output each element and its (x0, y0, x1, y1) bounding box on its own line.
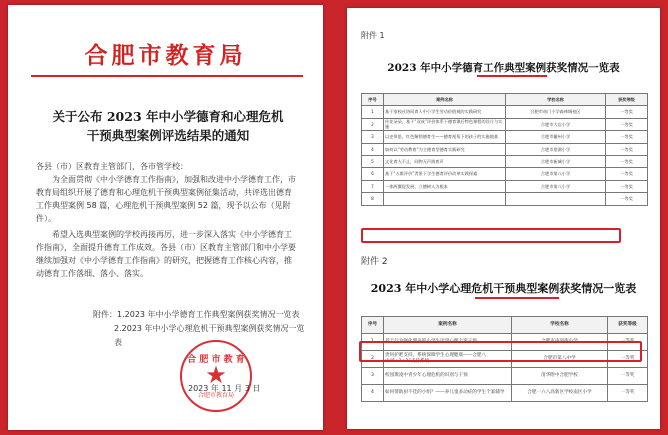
table-cell: 4 (362, 143, 384, 155)
annex1-label: 附件 1 (361, 31, 385, 40)
annex2-label: 附件 2 (361, 257, 388, 267)
table-cell: 文化育人不止，同物无声润育声 (384, 155, 506, 167)
annex-page (347, 8, 660, 429)
annex1-table (361, 93, 648, 206)
notice-body (36, 160, 298, 280)
table-cell: 合肥市南园街小学 (512, 334, 608, 351)
table-cell: 合肥一六八高新区学校南区小学 (512, 385, 608, 402)
notice-title-line1: 关于公布 2023 年中小学德育和心理危机 (52, 109, 284, 124)
table-row (362, 168, 648, 180)
attachment-2: 2.2023 年中小学心理危机干预典型案例获奖情况一览表 (114, 324, 305, 347)
table-cell: 合肥市南门小学森林城校区 (506, 106, 606, 118)
seal-text: 合 肥 市 教 育 (187, 355, 245, 365)
column-header: 获奖等级 (608, 317, 648, 334)
table-cell: 8 (362, 193, 384, 205)
table-cell: 合肥市第八小学 (506, 168, 606, 180)
table-cell: 如何以“劳动教育”为主德育型德育实践研究 (384, 143, 506, 155)
table-cell: 2 (362, 118, 384, 130)
table-cell: 基于“五维评价”背景下学生德育评价改革实践探索 (384, 168, 506, 180)
table-row (362, 106, 648, 118)
table-cell: 一等奖 (606, 118, 648, 130)
table-row (362, 368, 648, 385)
table-cell: 一体两翼促发展，立德树人为根本 (384, 180, 506, 192)
table-header-row (362, 94, 648, 106)
column-header: 序号 (362, 94, 384, 106)
table-cell: 合肥市徽州小学 (506, 131, 606, 143)
table-cell: 2 (362, 351, 384, 368)
attachment-1: 1.2023 年中小学德育工作典型案例获奖情况一览表 (117, 310, 300, 319)
table-cell: 基于家校社协同育人中小学生劳动价值观的实践研究 (384, 106, 506, 118)
table-cell: 一等奖 (606, 106, 648, 118)
annex2-heading-underline (475, 297, 559, 299)
table-row (362, 385, 648, 402)
attachments-intro: 附件： (93, 310, 117, 319)
table-cell: 5 (362, 155, 384, 167)
table-cell: 一等奖 (608, 368, 648, 385)
table-cell: 校园欺凌中青少年心理危机的识别与干预 (384, 368, 512, 385)
table-row (362, 118, 648, 130)
notice-page (8, 5, 323, 430)
table-row (362, 193, 648, 205)
table-cell: 一等奖 (606, 131, 648, 143)
annex2-heading: 2023 年中小学心理危机干预典型案例获奖情况一览表 (370, 282, 637, 295)
column-header: 学校名称 (506, 94, 606, 106)
table-cell: 合肥市新城小学 (506, 155, 606, 167)
table-cell: 以史带思，红色解锁德育生——德育视角下的孩子的实施地基 (384, 131, 506, 143)
table-cell: 6 (362, 168, 384, 180)
table-cell: 7 (362, 180, 384, 192)
annex1-heading-underline (477, 75, 547, 77)
table-cell: 如何帮助厨不佳的小组？——养儿童多动症的学生个案辅导 (384, 385, 512, 402)
table-cell: 4 (362, 385, 384, 402)
red-rule (31, 75, 303, 77)
table-cell: 一等奖 (608, 334, 648, 351)
highlight-box-annex1-row7 (361, 228, 621, 243)
table-cell (384, 193, 506, 205)
official-seal (180, 340, 252, 412)
table-cell: 1 (362, 106, 384, 118)
table-cell: 基于行为强化理论的小学生厌学心理个案干预 (384, 334, 512, 351)
column-header: 案例名称 (384, 94, 506, 106)
table-cell: 合肥市第八中学 (512, 351, 608, 368)
notice-title (33, 107, 303, 145)
table-cell: 传花朵朵，基于“双成”评价体系下德育课后特色课程的设计与实施 (384, 118, 506, 130)
body-paragraph-1: 为全面贯彻《中小学德育工作指南》，加强和改进中小学德育工作，市教育局组织开展了德育和心理危机干预典型案例征集活动，共评选出德育工作典型案例 58 篇，心理危机干预典型案例 52 篇，现予以公布（见附件）。 (36, 175, 296, 223)
bureau-title: 合肥市教育局 (84, 42, 247, 69)
table-cell: 清华附中合肥学校 (512, 368, 608, 385)
table-cell: 3 (362, 131, 384, 143)
table-row (362, 131, 648, 143)
table-cell: 一等奖 (606, 193, 648, 205)
table-row (362, 143, 648, 155)
table-cell: 一等奖 (608, 385, 648, 402)
column-header: 获奖等级 (606, 94, 648, 106)
table-cell: 3 (362, 368, 384, 385)
table-cell: 一等奖 (606, 180, 648, 192)
table-header-row (362, 317, 648, 334)
column-header: 学校名称 (512, 317, 608, 334)
table-cell (506, 193, 606, 205)
salutation: 各县（市）区教育主管部门，各市管学校： (36, 162, 188, 171)
seal-star-icon: ★ (205, 361, 227, 389)
body-paragraph-2: 希望入选典型案例的学校再接再厉，进一步深入落实《中小学德育工作指南》，全面提升德育工作成效。各县（市）区教育主管部门和中小学要继续加强对《中小学德育工作指南》的研究，把握德育工作核心内容，推动德育工作落细、落小、落实。 (36, 230, 296, 278)
issue-date: 2023 年 11 月 3 日 (188, 384, 261, 393)
highlight-box-annex2-row2 (359, 341, 642, 362)
annex1-heading: 2023 年中小学德育工作典型案例获奖情况一览表 (387, 62, 620, 74)
table-cell: 1 (362, 334, 384, 351)
table-cell: 一等奖 (606, 155, 648, 167)
table-cell: 一等奖 (606, 143, 648, 155)
column-header: 序号 (362, 317, 384, 334)
notice-title-line2: 干预典型案例评选结果的通知 (86, 128, 250, 143)
table-cell: 贵何护吧支持，系统保障学生心理健康——合肥八中“6+1+2”支持系统 (384, 351, 512, 368)
table-row (362, 180, 648, 192)
column-header: 案例名称 (384, 317, 512, 334)
table-cell: 一等奖 (606, 168, 648, 180)
table-cell: 合肥市第八小学 (506, 180, 606, 192)
table-row (362, 155, 648, 167)
table-cell: 合肥市大店小学 (506, 118, 606, 130)
table-cell: 一等奖 (608, 351, 648, 368)
seal-subtext: 合肥市教育局 (197, 392, 234, 399)
table-cell: 合肥市望湖小学 (506, 143, 606, 155)
